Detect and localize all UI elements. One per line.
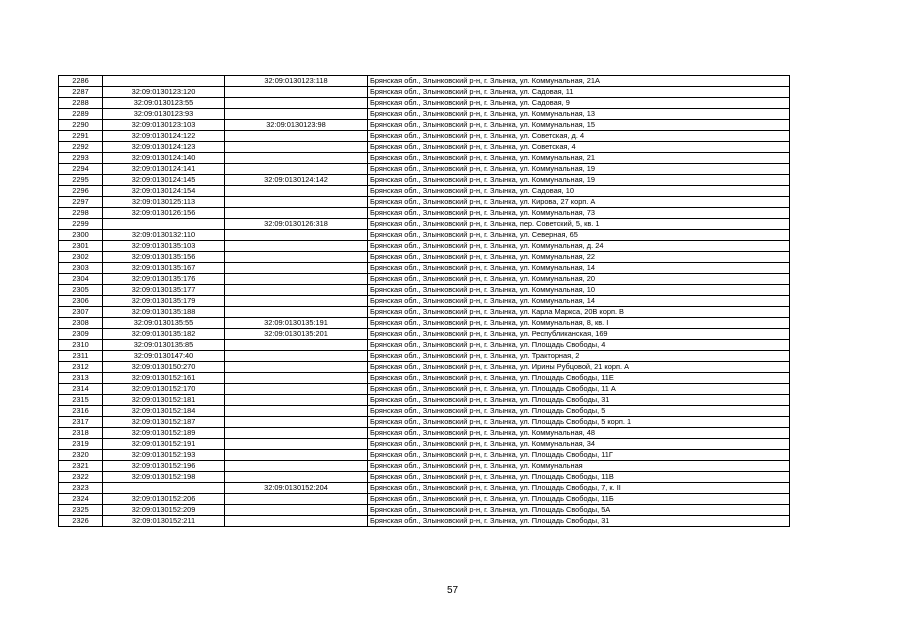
table-row [59,87,790,98]
address-cell: Брянская обл., Злынковский р-н, г. Злынка, ул. Тракторная, 2 [368,351,790,362]
address-cell: Брянская обл., Злынковский р-н, г. Злынка, ул. Площадь Свободы, 11 А [368,384,790,395]
address-cell: Брянская обл., Злынковский р-н, г. Злынка, ул. Садовая, 9 [368,98,790,109]
table-row [59,406,790,417]
linked-cadastral-number-cell: 32:09:0130135:201 [225,329,368,340]
table-row [59,494,790,505]
linked-cadastral-number-cell [225,230,368,241]
address-cell: Брянская обл., Злынковский р-н, г. Злынка, ул. Коммунальная, 8, кв. I [368,318,790,329]
linked-cadastral-number-cell [225,164,368,175]
row-number-cell: 2306 [59,296,103,307]
registry-table-body [59,76,790,527]
row-number-cell: 2311 [59,351,103,362]
table-row [59,461,790,472]
cadastral-number-cell: 32:09:0130152:196 [103,461,225,472]
cadastral-number-cell: 32:09:0130135:188 [103,307,225,318]
table-row [59,307,790,318]
linked-cadastral-number-cell [225,384,368,395]
cadastral-number-cell: 32:09:0130152:209 [103,505,225,516]
linked-cadastral-number-cell: 32:09:0130126:318 [225,219,368,230]
table-row [59,483,790,494]
table-row [59,98,790,109]
cadastral-number-cell: 32:09:0130147:40 [103,351,225,362]
cadastral-number-cell: 32:09:0130123:55 [103,98,225,109]
linked-cadastral-number-cell [225,142,368,153]
row-number-cell: 2307 [59,307,103,318]
linked-cadastral-number-cell [225,263,368,274]
address-cell: Брянская обл., Злынковский р-н, г. Злынка, ул. Площадь Свободы, 7, к. II [368,483,790,494]
cadastral-number-cell: 32:09:0130152:189 [103,428,225,439]
address-cell: Брянская обл., Злынковский р-н, г. Злынка, ул. Коммунальная, 19 [368,164,790,175]
table-row [59,340,790,351]
table-row [59,164,790,175]
address-cell: Брянская обл., Злынковский р-н, г. Злынка, ул. Площадь Свободы, 11Б [368,494,790,505]
address-cell: Брянская обл., Злынковский р-н, г. Злынка, ул. Коммунальная, 15 [368,120,790,131]
row-number-cell: 2305 [59,285,103,296]
row-number-cell: 2309 [59,329,103,340]
table-row [59,274,790,285]
linked-cadastral-number-cell [225,252,368,263]
cadastral-number-cell: 32:09:0130124:140 [103,153,225,164]
page-number: 57 [446,585,459,596]
address-cell: Брянская обл., Злынковский р-н, г. Злынка, ул. Садовая, 11 [368,87,790,98]
address-cell: Брянская обл., Злынковский р-н, г. Злынка, ул. Советская, д. 4 [368,131,790,142]
table-row [59,395,790,406]
linked-cadastral-number-cell [225,461,368,472]
address-cell: Брянская обл., Злынковский р-н, г. Злынка, пер. Советский, 5, кв. 1 [368,219,790,230]
address-cell: Брянская обл., Злынковский р-н, г. Злынка, ул. Коммунальная, 21А [368,76,790,87]
cadastral-number-cell: 32:09:0130123:93 [103,109,225,120]
cadastral-number-cell: 32:09:0130135:103 [103,241,225,252]
row-number-cell: 2290 [59,120,103,131]
cadastral-number-cell: 32:09:0130135:179 [103,296,225,307]
row-number-cell: 2319 [59,439,103,450]
row-number-cell: 2299 [59,219,103,230]
row-number-cell: 2320 [59,450,103,461]
cadastral-number-cell: 32:09:0130152:206 [103,494,225,505]
cadastral-number-cell: 32:09:0130152:193 [103,450,225,461]
address-cell: Брянская обл., Злынковский р-н, г. Злынка, ул. Коммунальная, 13 [368,109,790,120]
address-cell: Брянская обл., Злынковский р-н, г. Злынка, ул. Коммунальная, 22 [368,252,790,263]
cadastral-number-cell: 32:09:0130132:110 [103,230,225,241]
table-row [59,186,790,197]
table-row [59,120,790,131]
row-number-cell: 2317 [59,417,103,428]
address-cell: Брянская обл., Злынковский р-н, г. Злынка, ул. Коммунальная, д. 24 [368,241,790,252]
row-number-cell: 2326 [59,516,103,527]
cadastral-number-cell: 32:09:0130135:177 [103,285,225,296]
linked-cadastral-number-cell [225,98,368,109]
cadastral-number-cell: 32:09:0130124:141 [103,164,225,175]
row-number-cell: 2324 [59,494,103,505]
table-row [59,296,790,307]
row-number-cell: 2318 [59,428,103,439]
linked-cadastral-number-cell: 32:09:0130123:98 [225,120,368,131]
table-row [59,472,790,483]
cadastral-number-cell: 32:09:0130124:154 [103,186,225,197]
linked-cadastral-number-cell [225,285,368,296]
cadastral-number-cell: 32:09:0130123:103 [103,120,225,131]
linked-cadastral-number-cell [225,450,368,461]
row-number-cell: 2302 [59,252,103,263]
linked-cadastral-number-cell [225,439,368,450]
linked-cadastral-number-cell [225,186,368,197]
linked-cadastral-number-cell [225,87,368,98]
linked-cadastral-number-cell [225,274,368,285]
cadastral-number-cell: 32:09:0130135:176 [103,274,225,285]
linked-cadastral-number-cell: 32:09:0130124:142 [225,175,368,186]
cadastral-number-cell: 32:09:0130152:198 [103,472,225,483]
address-cell: Брянская обл., Злынковский р-н, г. Злынка, ул. Площадь Свободы, 11В [368,472,790,483]
linked-cadastral-number-cell [225,428,368,439]
cadastral-number-cell: 32:09:0130135:55 [103,318,225,329]
table-row [59,505,790,516]
address-cell: Брянская обл., Злынковский р-н, г. Злынка, ул. Коммунальная, 73 [368,208,790,219]
table-row [59,516,790,527]
address-cell: Брянская обл., Злынковский р-н, г. Злынка, ул. Площадь Свободы, 31 [368,395,790,406]
linked-cadastral-number-cell [225,406,368,417]
table-row [59,263,790,274]
address-cell: Брянская обл., Злынковский р-н, г. Злынка, ул. Площадь Свободы, 31 [368,516,790,527]
table-row [59,197,790,208]
registry-table [58,75,790,527]
table-row [59,351,790,362]
table-row [59,230,790,241]
row-number-cell: 2325 [59,505,103,516]
table-row [59,76,790,87]
cadastral-number-cell [103,76,225,87]
row-number-cell: 2289 [59,109,103,120]
linked-cadastral-number-cell [225,472,368,483]
address-cell: Брянская обл., Злынковский р-н, г. Злынка, ул. Площадь Свободы, 11Г [368,450,790,461]
table-row [59,241,790,252]
row-number-cell: 2296 [59,186,103,197]
address-cell: Брянская обл., Злынковский р-н, г. Злынка, ул. Площадь Свободы, 11Е [368,373,790,384]
address-cell: Брянская обл., Злынковский р-н, г. Злынка, ул. Республиканская, 169 [368,329,790,340]
row-number-cell: 2312 [59,362,103,373]
linked-cadastral-number-cell [225,362,368,373]
linked-cadastral-number-cell [225,197,368,208]
cadastral-number-cell: 32:09:0130152:191 [103,439,225,450]
address-cell: Брянская обл., Злынковский р-н, г. Злынка, ул. Площадь Свободы, 5 корп. 1 [368,417,790,428]
row-number-cell: 2323 [59,483,103,494]
table-row [59,109,790,120]
cadastral-number-cell: 32:09:0130135:182 [103,329,225,340]
row-number-cell: 2300 [59,230,103,241]
row-number-cell: 2308 [59,318,103,329]
row-number-cell: 2286 [59,76,103,87]
row-number-cell: 2301 [59,241,103,252]
row-number-cell: 2295 [59,175,103,186]
table-row [59,208,790,219]
row-number-cell: 2314 [59,384,103,395]
table-row [59,175,790,186]
table-row [59,131,790,142]
linked-cadastral-number-cell [225,505,368,516]
row-number-cell: 2291 [59,131,103,142]
address-cell: Брянская обл., Злынковский р-н, г. Злынка, ул. Коммунальная, 20 [368,274,790,285]
linked-cadastral-number-cell [225,241,368,252]
linked-cadastral-number-cell [225,417,368,428]
table-row [59,153,790,164]
linked-cadastral-number-cell [225,208,368,219]
linked-cadastral-number-cell: 32:09:0130123:118 [225,76,368,87]
row-number-cell: 2316 [59,406,103,417]
address-cell: Брянская обл., Злынковский р-н, г. Злынка, ул. Ирины Рубцовой, 21 корп. А [368,362,790,373]
row-number-cell: 2322 [59,472,103,483]
address-cell: Брянская обл., Злынковский р-н, г. Злынка, ул. Площадь Свободы, 5А [368,505,790,516]
linked-cadastral-number-cell [225,153,368,164]
address-cell: Брянская обл., Злынковский р-н, г. Злынка, ул. Коммунальная, 21 [368,153,790,164]
row-number-cell: 2310 [59,340,103,351]
linked-cadastral-number-cell [225,373,368,384]
row-number-cell: 2293 [59,153,103,164]
cadastral-number-cell: 32:09:0130152:184 [103,406,225,417]
address-cell: Брянская обл., Злынковский р-н, г. Злынка, ул. Карла Маркса, 20В корп. В [368,307,790,318]
table-row [59,428,790,439]
cadastral-number-cell: 32:09:0130152:170 [103,384,225,395]
table-row [59,318,790,329]
table-row [59,450,790,461]
address-cell: Брянская обл., Злынковский р-н, г. Злынка, ул. Коммунальная, 19 [368,175,790,186]
cadastral-number-cell: 32:09:0130150:270 [103,362,225,373]
row-number-cell: 2321 [59,461,103,472]
cadastral-number-cell: 32:09:0130152:187 [103,417,225,428]
linked-cadastral-number-cell [225,340,368,351]
table-row [59,285,790,296]
address-cell: Брянская обл., Злынковский р-н, г. Злынка, ул. Площадь Свободы, 5 [368,406,790,417]
address-cell: Брянская обл., Злынковский р-н, г. Злынка, ул. Коммунальная [368,461,790,472]
table-row [59,362,790,373]
cadastral-number-cell: 32:09:0130124:145 [103,175,225,186]
cadastral-number-cell: 32:09:0130124:122 [103,131,225,142]
linked-cadastral-number-cell [225,296,368,307]
row-number-cell: 2313 [59,373,103,384]
linked-cadastral-number-cell: 32:09:0130152:204 [225,483,368,494]
cadastral-number-cell: 32:09:0130135:156 [103,252,225,263]
cadastral-number-cell [103,483,225,494]
linked-cadastral-number-cell [225,109,368,120]
table-row [59,252,790,263]
address-cell: Брянская обл., Злынковский р-н, г. Злынка, ул. Коммунальная, 10 [368,285,790,296]
linked-cadastral-number-cell [225,516,368,527]
cadastral-number-cell: 32:09:0130125:113 [103,197,225,208]
table-row [59,373,790,384]
address-cell: Брянская обл., Злынковский р-н, г. Злынка, ул. Коммунальная, 48 [368,428,790,439]
table-row [59,439,790,450]
linked-cadastral-number-cell: 32:09:0130135:191 [225,318,368,329]
cadastral-number-cell: 32:09:0130135:85 [103,340,225,351]
linked-cadastral-number-cell [225,395,368,406]
cadastral-number-cell [103,219,225,230]
cadastral-number-cell: 32:09:0130152:161 [103,373,225,384]
table-row [59,142,790,153]
row-number-cell: 2297 [59,197,103,208]
address-cell: Брянская обл., Злынковский р-н, г. Злынка, ул. Садовая, 10 [368,186,790,197]
address-cell: Брянская обл., Злынковский р-н, г. Злынка, ул. Северная, 65 [368,230,790,241]
cadastral-number-cell: 32:09:0130152:211 [103,516,225,527]
cadastral-number-cell: 32:09:0130135:167 [103,263,225,274]
linked-cadastral-number-cell [225,494,368,505]
linked-cadastral-number-cell [225,131,368,142]
table-row [59,219,790,230]
linked-cadastral-number-cell [225,307,368,318]
table-row [59,384,790,395]
cadastral-number-cell: 32:09:0130123:120 [103,87,225,98]
address-cell: Брянская обл., Злынковский р-н, г. Злынка, ул. Площадь Свободы, 4 [368,340,790,351]
row-number-cell: 2294 [59,164,103,175]
table-row [59,329,790,340]
row-number-cell: 2288 [59,98,103,109]
address-cell: Брянская обл., Злынковский р-н, г. Злынка, ул. Коммунальная, 34 [368,439,790,450]
row-number-cell: 2298 [59,208,103,219]
row-number-cell: 2304 [59,274,103,285]
row-number-cell: 2287 [59,87,103,98]
address-cell: Брянская обл., Злынковский р-н, г. Злынка, ул. Советская, 4 [368,142,790,153]
linked-cadastral-number-cell [225,351,368,362]
cadastral-number-cell: 32:09:0130152:181 [103,395,225,406]
address-cell: Брянская обл., Злынковский р-н, г. Злынка, ул. Коммунальная, 14 [368,296,790,307]
address-cell: Брянская обл., Злынковский р-н, г. Злынка, ул. Кирова, 27 корп. А [368,197,790,208]
cadastral-number-cell: 32:09:0130124:123 [103,142,225,153]
cadastral-number-cell: 32:09:0130126:156 [103,208,225,219]
table-row [59,417,790,428]
row-number-cell: 2315 [59,395,103,406]
row-number-cell: 2303 [59,263,103,274]
row-number-cell: 2292 [59,142,103,153]
address-cell: Брянская обл., Злынковский р-н, г. Злынка, ул. Коммунальная, 14 [368,263,790,274]
